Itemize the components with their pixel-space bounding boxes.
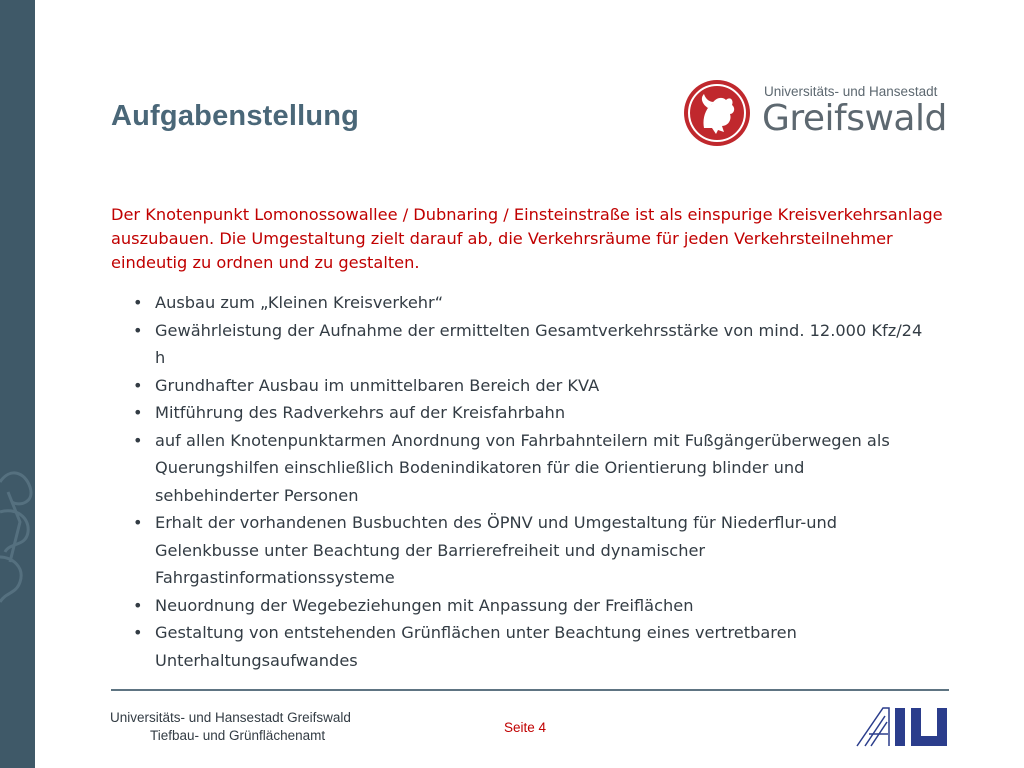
list-item (133, 427, 933, 510)
list-item-text: Neuordnung der Wegebeziehungen mit Anpassung der Freiflächen (155, 595, 694, 615)
bullet-icon: • (133, 375, 143, 395)
list-item (133, 619, 933, 674)
list-item-text: Gestaltung von entstehenden Grünflächen unter Beachtung eines vertretbaren Unterhaltungsaufwandes (155, 623, 797, 670)
list-item (133, 592, 933, 620)
bullet-icon: • (133, 623, 143, 642)
greifswald-seal-icon (682, 78, 752, 148)
bullet-icon: • (133, 403, 143, 422)
list-item (133, 372, 933, 400)
list-item-text: Erhalt der vorhandenen Busbuchten des ÖPNV und Umgestaltung für Niederflur-und Gelenkbusse unter Beachtung der Barrierefreiheit und dynamischer Fahrgastinformationssysteme (155, 513, 837, 587)
list-item (133, 399, 933, 427)
bullet-list (133, 289, 933, 674)
intro-paragraph: Der Knotenpunkt Lomonossowallee / Dubnaring / Einsteinstraße ist als einspurige Kreisverkehrsanlage auszubauen. Die Umgestaltung zielt darauf ab, die Verkehrsräume für jeden Verkehrsteilnehmer eindeutig zu ordnen und zu gestalten. (111, 205, 943, 272)
page-title: Aufgabenstellung (111, 100, 360, 132)
bullet-icon: • (133, 513, 143, 532)
footer-divider (111, 689, 949, 691)
list-item-text: Gewährleistung der Aufnahme der ermittelten Gesamtverkehrsstärke von mind. 12.000 Kfz/24 h (155, 320, 923, 367)
page-number: Seite 4 (504, 720, 547, 735)
list-item-text: Ausbau zum „Kleinen Kreisverkehr“ (155, 293, 444, 312)
list-item-text: auf allen Knotenpunktarmen Anordnung von Fahrbahnteilern mit Fußgängerüberwegen als Querungshilfen einschließlich Bodenindikatoren für die Orientierung blinder und sehbehinderter Personen (155, 430, 890, 505)
logo-subtitle: Universitäts- und Hansestadt (764, 84, 938, 99)
footer-organization (110, 709, 351, 745)
list-item (133, 317, 933, 372)
list-item (133, 509, 933, 592)
greifswald-logo (682, 78, 952, 148)
bullet-icon: • (133, 595, 143, 615)
list-item (133, 289, 933, 317)
footer-org-line2: Tiefbau- und Grünflächenamt (150, 728, 326, 743)
aiu-logo-text: AIU (855, 706, 857, 707)
bullet-icon: • (133, 293, 143, 312)
sidebar-band (0, 0, 35, 768)
bullet-icon: • (133, 320, 143, 340)
footer-org-line1: Universitäts- und Hansestadt Greifswald (110, 710, 351, 725)
logo-name: Greifswald (762, 98, 947, 139)
list-item-text: Grundhafter Ausbau im unmittelbaren Bereich der KVA (155, 375, 600, 395)
list-item-text: Mitführung des Radverkehrs auf der Kreisfahrbahn (155, 403, 566, 422)
aiu-logo-icon (855, 706, 950, 748)
bullet-icon: • (133, 430, 143, 450)
griffin-watermark-icon (0, 462, 35, 612)
